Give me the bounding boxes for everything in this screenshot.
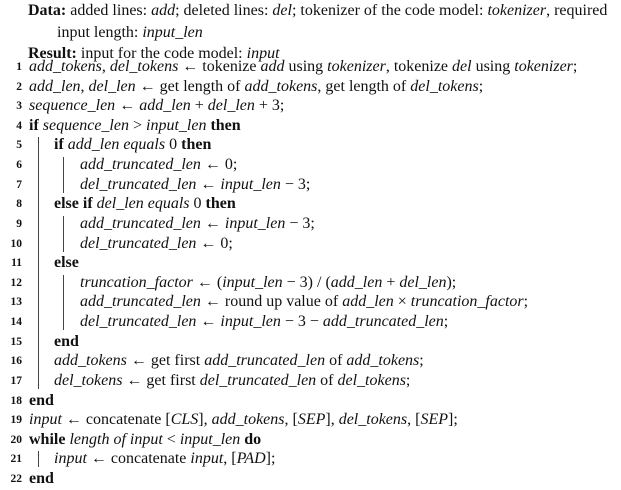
text: ]; [448,411,458,429]
variable: del_len equals [96,195,190,213]
line-number: 12 [10,276,22,289]
line-number: 16 [10,355,22,368]
text: − 3 − [280,313,323,331]
keyword: end [54,332,79,350]
text: , [101,58,110,75]
line-number: 3 [16,100,22,113]
variable: input [29,411,62,429]
variable: add_truncated_len [80,156,201,174]
data-text-cont [57,24,203,41]
data-label: Data: [28,2,67,19]
line-number: 5 [16,139,22,152]
variable: del_tokens [109,58,179,75]
variable: add_tokens [244,77,318,95]
text: < [162,430,180,448]
text: of [316,371,338,389]
variable: add [151,2,176,19]
line-number: 15 [10,335,22,348]
variable: input_len [220,313,281,331]
result-label: Result: [28,45,77,62]
variable: input_len [179,430,241,448]
variable: tokenizer [487,2,547,19]
line-number: 11 [11,257,22,270]
variable: del_tokens [54,371,123,389]
text: ; [478,77,484,95]
text: ); [446,273,457,291]
then-inner-rule [63,157,64,193]
line-number: 22 [10,473,22,486]
text: ; [523,293,529,311]
variable: add_tokens [29,58,102,75]
variable: input_len [146,116,207,134]
variable: truncation_factor [410,293,524,311]
variable: input_len [220,175,281,193]
keyword: then [206,116,241,134]
variable: truncation_factor [80,273,193,291]
variable: del [272,2,292,19]
text: ← ( [192,273,223,291]
keyword: then [181,136,212,154]
text: ; [443,313,449,331]
variable: del_tokens [337,371,406,389]
line-code [54,252,79,274]
variable: add_len equals [67,136,166,154]
text: + 3; [254,97,285,115]
variable: CLS [170,411,199,429]
text: using [471,58,515,75]
text: ← tokenize [178,58,261,75]
text: > [128,116,146,134]
text: − 3; [280,175,311,193]
text: ; [419,352,424,370]
variable: input_len [224,214,286,232]
text: ; tokenizer of the code model: [291,2,488,19]
variable: add_len [342,293,394,311]
text: ← get first [122,371,200,389]
variable: del_truncated_len [80,234,197,252]
keyword: then [205,195,236,213]
line-number: 6 [16,159,22,172]
variable: tokenizer [327,58,386,75]
text: × [393,293,411,311]
line-code [80,233,233,255]
text: , [80,77,89,95]
variable: input [190,450,224,468]
text: ; deleted lines: [175,2,273,19]
variable: sequence_len [42,116,129,134]
line-number: 13 [10,296,22,309]
text: ; [405,371,411,389]
variable: input_len [222,273,283,291]
variable: add_truncated_len [80,293,201,311]
line-number: 20 [10,433,22,446]
else-inner-rule [63,275,64,330]
text: ]; [265,450,276,468]
variable: tokenizer [514,58,573,75]
line-number: 10 [10,237,22,250]
text: input for the code model: [76,45,247,62]
text: − 3; [285,214,315,232]
keyword: do [240,430,262,448]
variable: sequence_len [29,97,116,115]
line-number: 4 [16,119,22,132]
variable: add_truncated_len [322,313,444,331]
text: ← [200,214,225,232]
keyword: end [29,391,54,409]
variable: add_tokens [346,352,420,370]
elseif-inner-rule [63,216,64,252]
text: , [ [284,411,298,429]
variable: length of input [69,430,163,448]
keyword: if [29,116,43,134]
text: ← concatenate [ [61,411,171,429]
line-number: 8 [16,198,22,211]
variable: del_len [399,273,447,291]
variable: del_tokens [410,77,479,95]
line-number: 21 [10,453,22,466]
variable: PAD [236,450,266,468]
variable: add [260,58,285,75]
variable: input [54,450,87,468]
text: of [325,352,347,370]
data-header [28,2,607,20]
variable: add_truncated_len [204,352,326,370]
variable: del_len [88,77,136,95]
variable: del_truncated_len [80,175,197,193]
variable: add_len [330,273,383,291]
text: 0 [189,195,206,213]
text: , tokenize [385,58,453,75]
line-code [54,448,275,470]
data-header-continuation [57,24,203,42]
variable: add_truncated_len [80,214,201,232]
text: ← 0; [196,234,233,252]
variable: SEP [420,411,448,429]
text: ← get first [126,352,205,370]
variable: SEP [297,411,326,429]
text: ← concatenate [86,450,191,468]
variable: add_tokens [211,411,285,429]
line-number: 2 [16,80,22,93]
line-number: 7 [16,178,22,191]
line-number: 9 [16,217,22,230]
text: , [ [223,450,237,468]
text: ], [198,411,212,429]
if-block-rule [38,137,39,388]
text: + [190,97,208,115]
keyword: else [54,254,79,272]
text: , get length of [317,77,411,95]
variable: del [452,58,472,75]
text: added lines: [66,2,152,19]
variable: add_len [139,97,191,115]
text: + [382,273,400,291]
text: ← [196,313,221,331]
line-number: 14 [10,316,22,329]
variable: add_len [29,77,81,95]
variable: del_tokens [338,411,408,429]
variable: input [246,45,280,62]
variable: input_len [142,24,203,41]
text: ← [196,175,221,193]
line-number: 1 [16,61,22,73]
keyword: if [54,136,68,154]
keyword: while [29,430,70,448]
variable: del_truncated_len [199,371,317,389]
data-text [66,2,607,19]
text: ← round up value of [200,293,343,311]
text: , [ [407,411,421,429]
while-block-rule [38,451,39,467]
text: − 3) / ( [282,273,331,291]
text: using [284,58,328,75]
variable: del_len [207,97,255,115]
text: input length: [57,24,143,41]
text: , required [546,2,608,19]
line-number: 17 [10,374,22,387]
text: ← [115,97,140,115]
variable: del_truncated_len [80,313,197,331]
text: ; [572,58,578,75]
keyword: end [29,470,54,488]
text: 0 [165,136,182,154]
text: ], [325,411,339,429]
line-code [29,468,54,490]
line-number: 19 [10,414,22,427]
line-number: 18 [10,394,22,407]
line-code [80,311,448,333]
text: ← get length of [135,77,245,95]
variable: add_tokens [54,352,127,370]
text: ← 0; [200,156,238,174]
line-code [54,370,410,392]
keyword: else if [54,195,97,213]
